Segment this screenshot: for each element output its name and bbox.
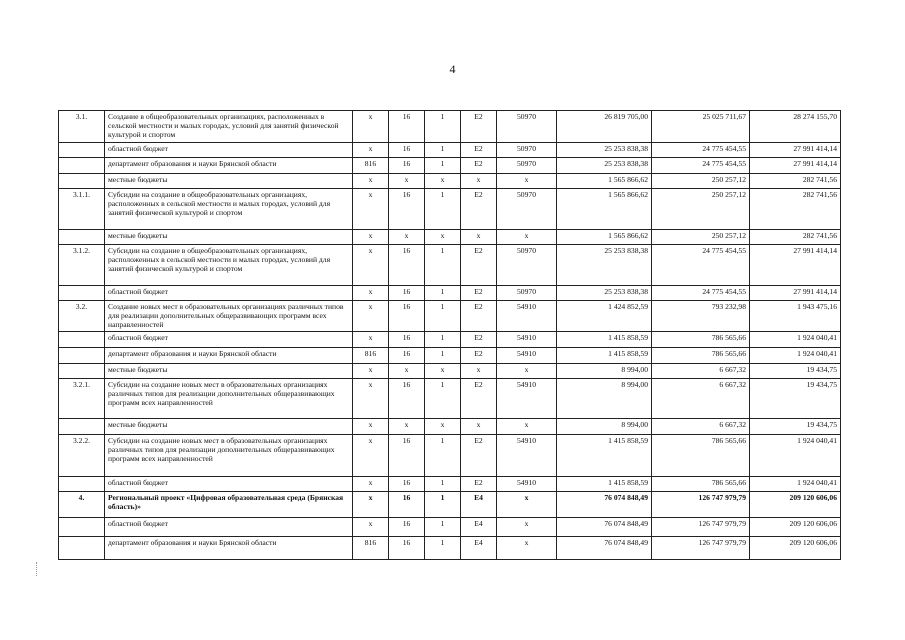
- code-direction: х: [497, 419, 557, 435]
- code-project: Е2: [461, 435, 497, 477]
- code-direction: 50970: [497, 286, 557, 301]
- code-grbs: 816: [353, 158, 389, 174]
- amount-year-2: 25 025 711,67: [652, 111, 750, 143]
- amount-year-1: 1 415 858,59: [557, 435, 652, 477]
- row-number: 3.1.1.: [59, 189, 105, 230]
- code-subprogram: 1: [425, 158, 461, 174]
- row-number: [59, 143, 105, 158]
- table-row: [59, 379, 841, 419]
- table-row: [59, 111, 841, 143]
- code-subprogram: 1: [425, 332, 461, 348]
- code-direction: 50970: [497, 245, 557, 286]
- row-description: Региональный проект «Цифровая образовательная среда (Брянская область)»: [105, 492, 353, 518]
- amount-year-3: 27 991 414,14: [750, 286, 841, 301]
- code-project: х: [461, 230, 497, 245]
- amount-year-2: 6 667,32: [652, 379, 750, 419]
- code-direction: 50970: [497, 111, 557, 143]
- amount-year-2: 6 667,32: [652, 364, 750, 379]
- amount-year-2: 250 257,12: [652, 230, 750, 245]
- code-project: Е4: [461, 492, 497, 518]
- code-direction: х: [497, 492, 557, 518]
- amount-year-1: 1 565 866,62: [557, 230, 652, 245]
- row-number: 3.2.1.: [59, 379, 105, 419]
- code-program: 16: [389, 537, 425, 560]
- row-number: 3.1.: [59, 111, 105, 143]
- code-project: Е4: [461, 537, 497, 560]
- code-subprogram: х: [425, 419, 461, 435]
- amount-year-1: 25 253 838,38: [557, 245, 652, 286]
- amount-year-1: 1 424 852,59: [557, 301, 652, 332]
- code-project: Е4: [461, 518, 497, 537]
- code-grbs: х: [353, 174, 389, 189]
- code-grbs: х: [353, 332, 389, 348]
- row-description: Субсидии на создание новых мест в образовательных организациях различных типов для реализации дополнительных общеразвивающих программ всех направленностей: [105, 379, 353, 419]
- amount-year-1: 1 565 866,62: [557, 189, 652, 230]
- code-grbs: х: [353, 230, 389, 245]
- amount-year-3: 27 991 414,14: [750, 158, 841, 174]
- row-number: [59, 286, 105, 301]
- code-program: 16: [389, 348, 425, 364]
- row-number: [59, 158, 105, 174]
- code-grbs: х: [353, 189, 389, 230]
- row-description: департамент образования и науки Брянской области: [105, 158, 353, 174]
- code-subprogram: 1: [425, 245, 461, 286]
- code-grbs: х: [353, 379, 389, 419]
- amount-year-3: 282 741,56: [750, 174, 841, 189]
- code-subprogram: 1: [425, 379, 461, 419]
- amount-year-2: 6 667,32: [652, 419, 750, 435]
- amount-year-2: 786 565,66: [652, 332, 750, 348]
- row-description: областной бюджет: [105, 518, 353, 537]
- code-program: 16: [389, 477, 425, 492]
- table-row: [59, 189, 841, 230]
- amount-year-1: 8 994,00: [557, 419, 652, 435]
- code-subprogram: 1: [425, 189, 461, 230]
- row-description: Субсидии на создание в общеобразовательных организациях, расположенных в сельской местности и малых городах, условий для занятий физической культурой и спортом: [105, 189, 353, 230]
- amount-year-1: 76 074 848,49: [557, 537, 652, 560]
- code-program: 16: [389, 435, 425, 477]
- code-subprogram: 1: [425, 537, 461, 560]
- code-subprogram: 1: [425, 518, 461, 537]
- row-number: [59, 230, 105, 245]
- amount-year-3: 209 120 606,06: [750, 492, 841, 518]
- code-direction: х: [497, 518, 557, 537]
- code-program: 16: [389, 245, 425, 286]
- code-grbs: х: [353, 143, 389, 158]
- row-description: местные бюджеты: [105, 174, 353, 189]
- row-number: 3.1.2.: [59, 245, 105, 286]
- amount-year-3: 1 924 040,41: [750, 348, 841, 364]
- table-row: [59, 158, 841, 174]
- code-grbs: х: [353, 301, 389, 332]
- code-program: х: [389, 174, 425, 189]
- amount-year-3: 1 924 040,41: [750, 435, 841, 477]
- table-row: [59, 492, 841, 518]
- code-direction: 50970: [497, 189, 557, 230]
- amount-year-2: 24 775 454,55: [652, 143, 750, 158]
- code-subprogram: 1: [425, 435, 461, 477]
- row-description: Субсидии на создание в общеобразовательных организациях, расположенных в сельской местности и малых городах, условий для занятий физической культурой и спортом: [105, 245, 353, 286]
- code-project: х: [461, 364, 497, 379]
- code-direction: х: [497, 174, 557, 189]
- amount-year-3: 19 434,75: [750, 364, 841, 379]
- code-direction: х: [497, 364, 557, 379]
- table-row: [59, 286, 841, 301]
- amount-year-1: 25 253 838,38: [557, 143, 652, 158]
- code-grbs: х: [353, 286, 389, 301]
- amount-year-2: 24 775 454,55: [652, 245, 750, 286]
- table-row: [59, 518, 841, 537]
- amount-year-3: 282 741,56: [750, 230, 841, 245]
- code-project: Е2: [461, 379, 497, 419]
- table-row: [59, 348, 841, 364]
- code-subprogram: 1: [425, 492, 461, 518]
- row-description: областной бюджет: [105, 286, 353, 301]
- amount-year-2: 24 775 454,55: [652, 286, 750, 301]
- code-program: 16: [389, 379, 425, 419]
- code-grbs: 816: [353, 537, 389, 560]
- code-grbs: х: [353, 245, 389, 286]
- amount-year-2: 793 232,98: [652, 301, 750, 332]
- table-row: [59, 230, 841, 245]
- code-project: Е2: [461, 143, 497, 158]
- amount-year-3: 1 924 040,41: [750, 477, 841, 492]
- table-row: [59, 419, 841, 435]
- code-program: 16: [389, 143, 425, 158]
- code-program: 16: [389, 492, 425, 518]
- code-program: 16: [389, 286, 425, 301]
- scan-mark: [36, 562, 38, 576]
- amount-year-3: 27 991 414,14: [750, 245, 841, 286]
- code-direction: 54910: [497, 301, 557, 332]
- code-direction: 54910: [497, 348, 557, 364]
- code-subprogram: 1: [425, 477, 461, 492]
- code-grbs: х: [353, 111, 389, 143]
- table-row: [59, 477, 841, 492]
- amount-year-3: 282 741,56: [750, 189, 841, 230]
- amount-year-1: 25 253 838,38: [557, 158, 652, 174]
- amount-year-3: 1 943 475,16: [750, 301, 841, 332]
- code-project: Е2: [461, 286, 497, 301]
- code-subprogram: 1: [425, 286, 461, 301]
- row-number: 3.2.2.: [59, 435, 105, 477]
- amount-year-2: 126 747 979,79: [652, 492, 750, 518]
- code-project: Е2: [461, 348, 497, 364]
- amount-year-1: 1 415 858,59: [557, 348, 652, 364]
- code-direction: 50970: [497, 158, 557, 174]
- code-direction: 50970: [497, 143, 557, 158]
- code-project: Е2: [461, 158, 497, 174]
- row-description: местные бюджеты: [105, 364, 353, 379]
- row-description: Субсидии на создание новых мест в образовательных организациях различных типов для реализации дополнительных общеразвивающих программ всех направленностей: [105, 435, 353, 477]
- code-grbs: х: [353, 492, 389, 518]
- row-number: [59, 174, 105, 189]
- code-direction: х: [497, 537, 557, 560]
- page-number: 4: [449, 62, 456, 76]
- amount-year-2: 250 257,12: [652, 189, 750, 230]
- code-project: Е2: [461, 245, 497, 286]
- table-row: [59, 435, 841, 477]
- code-grbs: х: [353, 419, 389, 435]
- code-project: Е2: [461, 332, 497, 348]
- amount-year-3: 1 924 040,41: [750, 332, 841, 348]
- amount-year-1: 1 565 866,62: [557, 174, 652, 189]
- code-program: 16: [389, 158, 425, 174]
- code-program: х: [389, 419, 425, 435]
- code-subprogram: 1: [425, 301, 461, 332]
- row-description: департамент образования и науки Брянской области: [105, 348, 353, 364]
- code-grbs: х: [353, 477, 389, 492]
- amount-year-3: 28 274 155,70: [750, 111, 841, 143]
- row-number: [59, 477, 105, 492]
- row-number: 4.: [59, 492, 105, 518]
- amount-year-1: 8 994,00: [557, 364, 652, 379]
- code-subprogram: х: [425, 230, 461, 245]
- row-description: Создание новых мест в образовательных организациях различных типов для реализации дополнительных общеразвивающих программ всех направленностей: [105, 301, 353, 332]
- table-row: [59, 537, 841, 560]
- row-number: [59, 364, 105, 379]
- code-direction: х: [497, 230, 557, 245]
- row-number: [59, 518, 105, 537]
- budget-table: [58, 110, 841, 560]
- table-row: [59, 174, 841, 189]
- row-description: областной бюджет: [105, 143, 353, 158]
- row-description: местные бюджеты: [105, 230, 353, 245]
- amount-year-1: 1 415 858,59: [557, 477, 652, 492]
- row-description: Создание в общеобразовательных организациях, расположенных в сельской местности и малых городах, условий для занятий физической культурой и спортом: [105, 111, 353, 143]
- code-grbs: х: [353, 364, 389, 379]
- amount-year-2: 786 565,66: [652, 435, 750, 477]
- row-number: [59, 537, 105, 560]
- amount-year-2: 126 747 979,79: [652, 537, 750, 560]
- table-row: [59, 364, 841, 379]
- amount-year-2: 250 257,12: [652, 174, 750, 189]
- code-project: Е2: [461, 301, 497, 332]
- code-program: 16: [389, 332, 425, 348]
- code-project: х: [461, 419, 497, 435]
- row-number: [59, 419, 105, 435]
- code-program: 16: [389, 189, 425, 230]
- amount-year-3: 209 120 606,06: [750, 537, 841, 560]
- amount-year-3: 209 120 606,06: [750, 518, 841, 537]
- amount-year-1: 8 994,00: [557, 379, 652, 419]
- amount-year-3: 19 434,75: [750, 419, 841, 435]
- code-direction: 54910: [497, 332, 557, 348]
- amount-year-1: 76 074 848,49: [557, 518, 652, 537]
- code-subprogram: 1: [425, 143, 461, 158]
- code-subprogram: 1: [425, 348, 461, 364]
- amount-year-3: 27 991 414,14: [750, 143, 841, 158]
- code-grbs: х: [353, 435, 389, 477]
- amount-year-1: 1 415 858,59: [557, 332, 652, 348]
- amount-year-2: 786 565,66: [652, 348, 750, 364]
- code-subprogram: х: [425, 364, 461, 379]
- amount-year-2: 786 565,66: [652, 477, 750, 492]
- amount-year-2: 24 775 454,55: [652, 158, 750, 174]
- row-number: 3.2.: [59, 301, 105, 332]
- code-program: х: [389, 230, 425, 245]
- row-description: областной бюджет: [105, 332, 353, 348]
- code-project: х: [461, 174, 497, 189]
- table-row: [59, 143, 841, 158]
- row-number: [59, 332, 105, 348]
- code-project: Е2: [461, 111, 497, 143]
- code-direction: 54910: [497, 477, 557, 492]
- row-description: местные бюджеты: [105, 419, 353, 435]
- code-program: 16: [389, 301, 425, 332]
- code-project: Е2: [461, 477, 497, 492]
- amount-year-1: 76 074 848,49: [557, 492, 652, 518]
- code-grbs: х: [353, 518, 389, 537]
- code-subprogram: 1: [425, 111, 461, 143]
- row-number: [59, 348, 105, 364]
- code-direction: 54910: [497, 435, 557, 477]
- row-description: областной бюджет: [105, 477, 353, 492]
- row-description: департамент образования и науки Брянской области: [105, 537, 353, 560]
- code-direction: 54910: [497, 379, 557, 419]
- code-program: 16: [389, 111, 425, 143]
- table-row: [59, 245, 841, 286]
- table-row: [59, 301, 841, 332]
- table-row: [59, 332, 841, 348]
- amount-year-1: 25 253 838,38: [557, 286, 652, 301]
- amount-year-3: 19 434,75: [750, 379, 841, 419]
- code-program: х: [389, 364, 425, 379]
- amount-year-1: 26 819 705,00: [557, 111, 652, 143]
- code-subprogram: х: [425, 174, 461, 189]
- code-program: 16: [389, 518, 425, 537]
- amount-year-2: 126 747 979,79: [652, 518, 750, 537]
- code-grbs: 816: [353, 348, 389, 364]
- code-project: Е2: [461, 189, 497, 230]
